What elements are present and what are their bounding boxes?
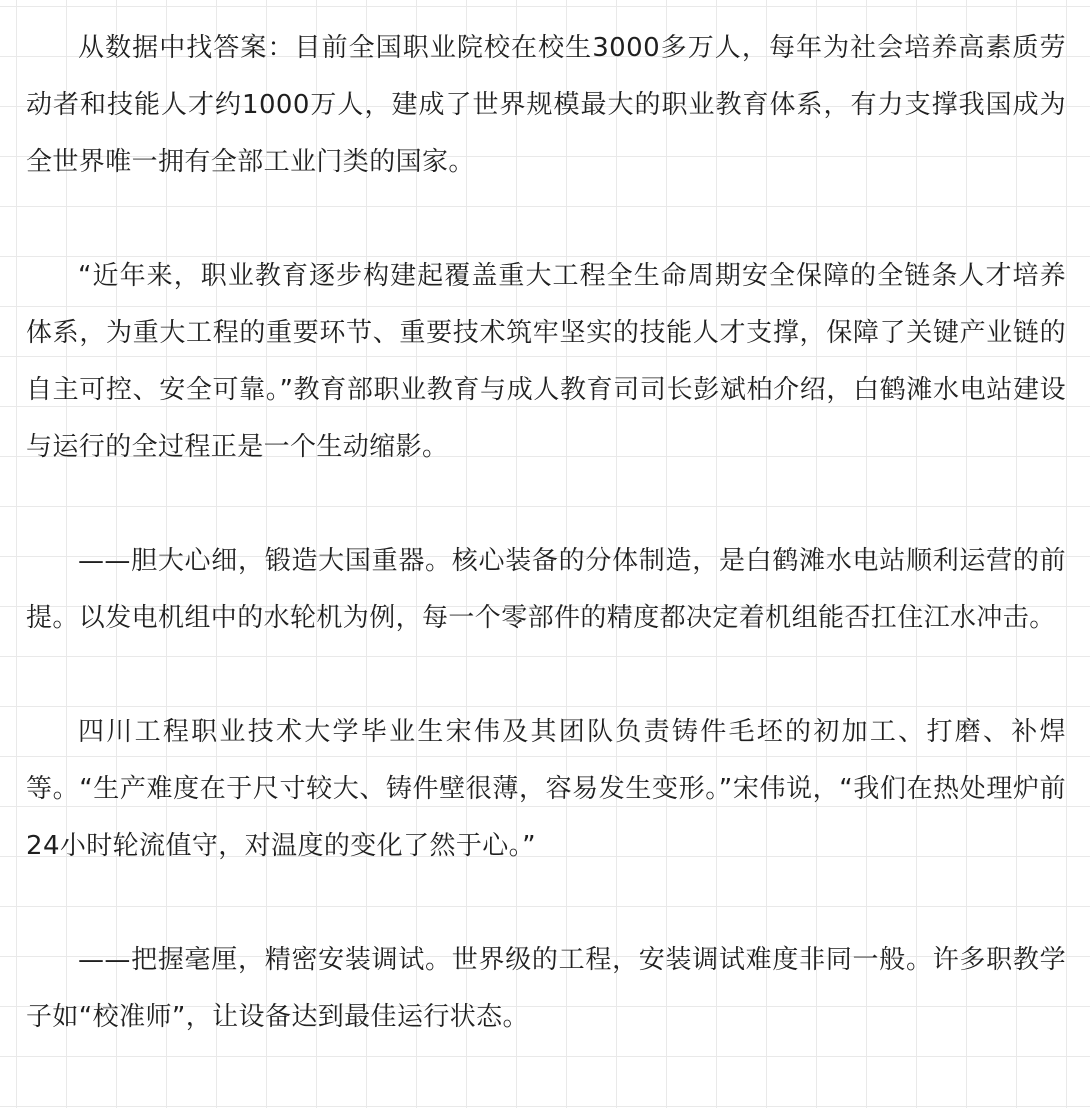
paragraph-spacer <box>26 191 1066 248</box>
paragraph-spacer <box>26 647 1066 704</box>
paragraph-spacer <box>26 875 1066 932</box>
paragraph-graduate-song-wei: 四川工程职业技术大学毕业生宋伟及其团队负责铸件毛坯的初加工、打磨、补焊等。“生产难度在于尺寸较大、铸件壁很薄，容易发生变形。”宋伟说，“我们在热处理炉前24小时轮流值守，对温度的变化了然于心。” <box>26 717 1066 861</box>
paragraph-precision-installation: ——把握毫厘，精密安装调试。世界级的工程，安装调试难度非同一般。许多职教学子如“校准师”，让设备达到最佳运行状态。 <box>26 945 1066 1032</box>
paragraph-heavy-equipment: ——胆大心细，锻造大国重器。核心装备的分体制造，是白鹤滩水电站顺利运营的前提。以发电机组中的水轮机为例，每一个零部件的精度都决定着机组能否扛住江水冲击。 <box>26 546 1066 633</box>
article-body <box>26 20 1066 1046</box>
paragraph-talent-system-quote: “近年来，职业教育逐步构建起覆盖重大工程全生命周期安全保障的全链条人才培养体系，为重大工程的重要环节、重要技术筑牢坚实的技能人才支撑，保障了关键产业链的自主可控、安全可靠。”教育部职业教育与成人教育司司长彭斌柏介绍，白鹤滩水电站建设与运行的全过程正是一个生动缩影。 <box>26 261 1066 462</box>
paragraph-spacer <box>26 476 1066 533</box>
paragraph-vocational-stats: 从数据中找答案：目前全国职业院校在校生3000多万人，每年为社会培养高素质劳动者和技能人才约1000万人，建成了世界规模最大的职业教育体系，有力支撑我国成为全世界唯一拥有全部工业门类的国家。 <box>26 33 1066 177</box>
